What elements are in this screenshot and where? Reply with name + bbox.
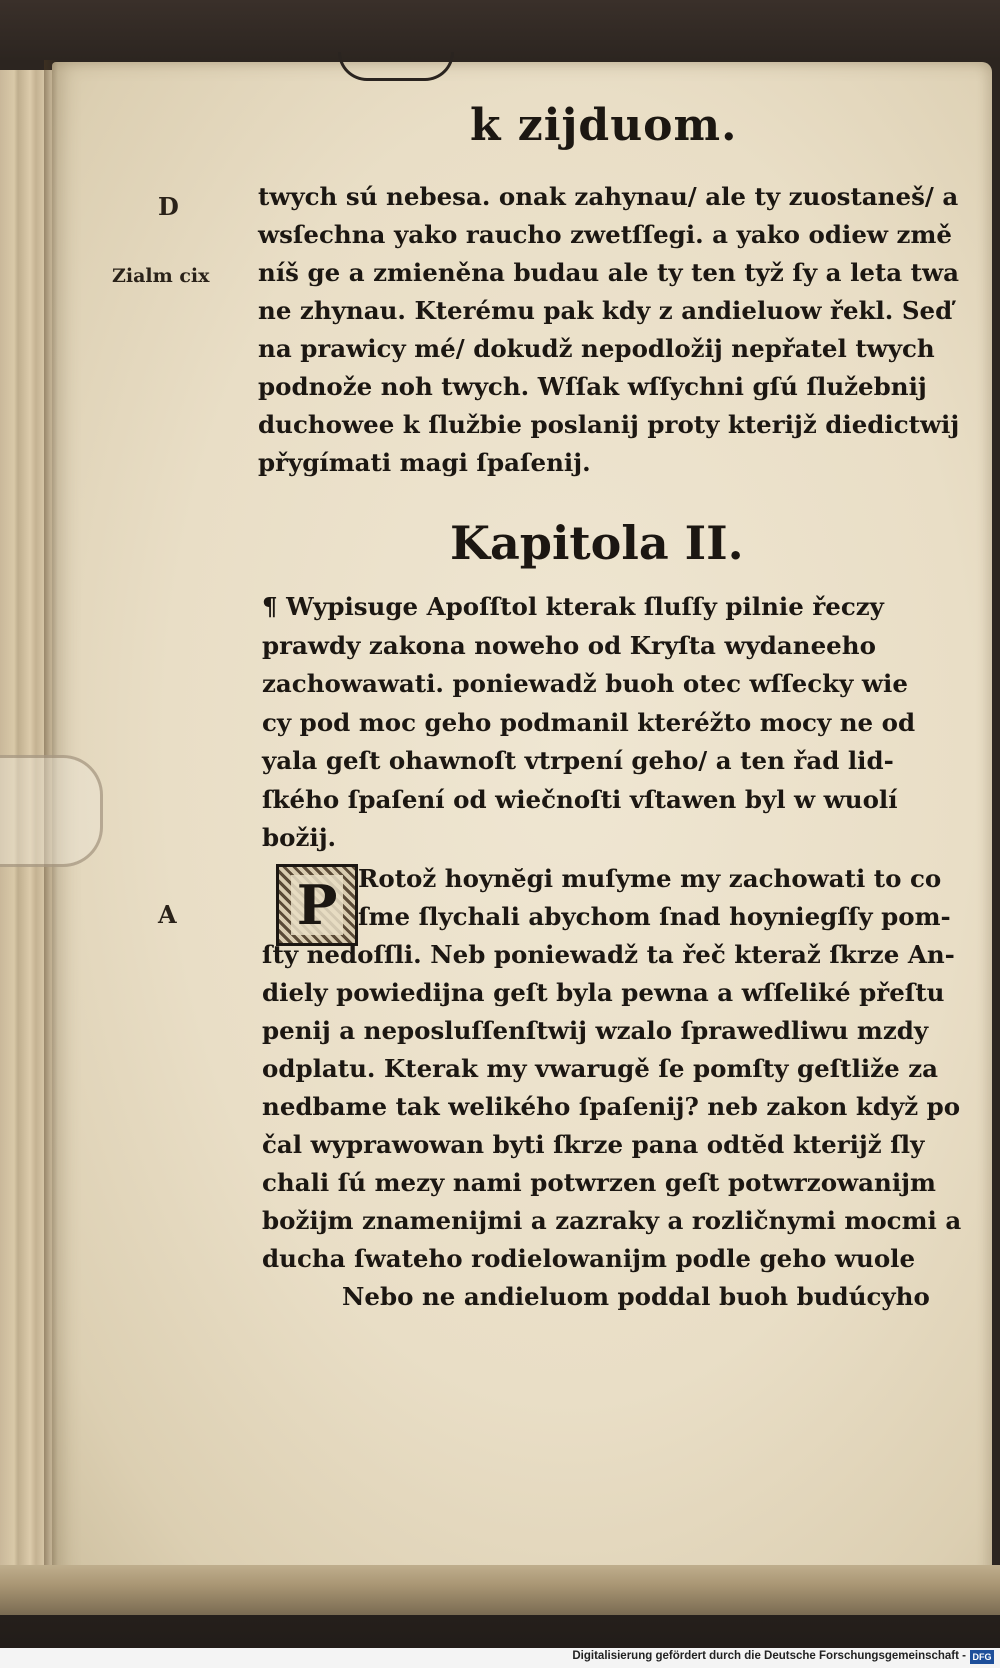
text-line: nedbame tak welikého ſpaſenij? neb zakon když po [262, 1092, 961, 1121]
text-line: přygímati magi ſpaſenij. [258, 448, 591, 477]
initial-letter: P [291, 875, 344, 935]
chapter-title: Kapitola II. [450, 516, 744, 570]
text-line: níš ge a zmieněna budau ale ty ten tyž ſy a leta twa [258, 258, 959, 287]
running-head: k zijduom. [470, 100, 738, 151]
book-bottom-edge [0, 1565, 1000, 1615]
text-line: zachowawati. poniewadž buoh otec wſſecky wie [262, 669, 908, 698]
text-line: ſty nedoſſli. Neb poniewadž ta řeč kteraž ſkrze An- [262, 940, 955, 969]
marginal-letter-a: A [158, 900, 177, 929]
text-line: Nebo ne andieluom poddal buoh budúcyho [342, 1282, 930, 1311]
text-line: twych sú nebesa. onak zahynau/ ale ty zuostaneš/ a [258, 182, 959, 211]
chapter-summary [262, 588, 915, 858]
text-line: ſme ſlychali abychom ſnad hoyniegſſy pom- [358, 902, 951, 931]
text-line: penij a neposluſſenſtwij wzalo ſprawedliwu mzdy [262, 1016, 929, 1045]
text-line: ¶ Wypisuge Apoſſtol kterak ſluſſy pilnie řeczy [262, 592, 884, 621]
text-line: božijm znamenijmi a zazraky a rozličnymi mocmi a [262, 1206, 962, 1235]
text-line: božij. [262, 823, 337, 852]
text-line: diely powiedijna geſt byla pewna a wſſeliké přeſtu [262, 978, 945, 1007]
dfg-logo: DFG [970, 1650, 994, 1664]
text-line: podnože noh twych. Wſſak wſſychni gſú ſlužebnij [258, 372, 927, 401]
text-line: ne zhynau. Kterému pak kdy z andieluow řekl. Seď [258, 296, 953, 325]
footer-credit: Digitalisierung gefördert durch die Deutsche Forschungsgemeinschaft - [572, 1650, 966, 1662]
text-line: Rotož hoynĕgi muſyme my zachowati to co [358, 864, 942, 893]
text-line: prawdy zakona noweho od Kryſta wydaneeho [262, 630, 876, 660]
marginal-letter-d: D [158, 192, 179, 221]
text-line: duchowee k ſlužbie poslanij proty kterijž diedictwij [258, 410, 960, 439]
text-line: odplatu. Kterak my vwarugě ſe pomſty geſtliže za [262, 1054, 938, 1083]
text-block-1 [258, 178, 959, 482]
marginal-psalm-reference: Zialm cix [112, 265, 210, 287]
page-clip-top [338, 52, 454, 81]
text-line: chali ſú mezy nami potwrzen geſt potwrzowanijm [262, 1168, 936, 1197]
text-line: ducha ſwateho rodielowanijm podle geho wuole [262, 1244, 916, 1273]
text-line: čal wyprawowan byti ſkrze pana odtĕd kterijž ſly [262, 1130, 925, 1159]
text-line: yala geſt ohawnoſt vtrpení geho/ a ten řad lid- [262, 746, 894, 775]
text-line: cy pod moc geho podmanil kteréžto mocy ne od [262, 707, 916, 737]
text-line: ſkého ſpaſení od wiečnoſti vſtawen byl w wuolí [262, 784, 898, 814]
text-line: wsſechna yako raucho zwetſſegi. a yako odiew změ [258, 220, 952, 249]
text-block-2 [262, 860, 961, 1316]
page-clip-side [0, 755, 103, 867]
text-line: na prawicy mé/ dokudž nepodložij nepřatel twych [258, 334, 935, 363]
